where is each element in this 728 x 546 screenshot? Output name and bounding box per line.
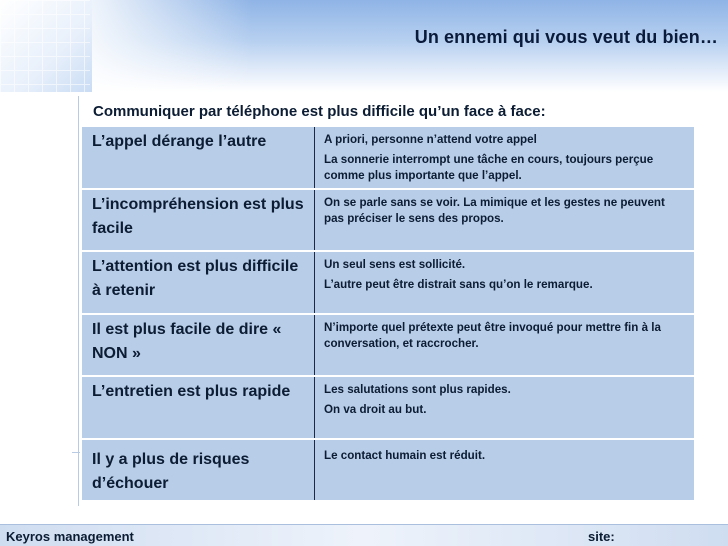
column-divider xyxy=(314,127,315,188)
table-row xyxy=(82,315,694,378)
detail-line: N’importe quel prétexte peut être invoqué pour mettre fin à la conversation, et raccrocher. xyxy=(324,320,661,350)
row-heading: L’attention est plus difficile à retenir xyxy=(92,258,299,299)
detail-line: Les salutations sont plus rapides. xyxy=(324,383,511,396)
left-vertical-rule xyxy=(78,96,79,506)
column-divider xyxy=(314,440,315,501)
row-detail xyxy=(324,132,686,188)
comparison-table xyxy=(82,127,694,502)
row-heading: Il y a plus de risques d’échouer xyxy=(92,450,250,492)
row-heading: Il est plus facile de dire « NON » xyxy=(92,320,282,362)
detail-line: La sonnerie interrompt une tâche en cours, toujours perçue comme plus importante que l’appel. xyxy=(324,153,654,182)
header-fade xyxy=(92,0,252,92)
detail-line: On va droit au but. xyxy=(324,403,427,416)
row-detail xyxy=(324,195,686,231)
column-divider xyxy=(314,315,315,376)
slide-subtitle: Communiquer par téléphone est plus difficile qu’un face à face: xyxy=(93,103,546,120)
table-row xyxy=(82,377,694,440)
row-detail xyxy=(324,320,686,356)
row-detail xyxy=(324,382,686,422)
table-row xyxy=(82,190,694,253)
row-detail xyxy=(324,448,686,468)
detail-line: Le contact humain est réduit. xyxy=(324,448,486,462)
detail-line: On se parle sans se voir. La mimique et les gestes ne peuvent pas préciser le sens des propos. xyxy=(324,195,665,225)
footer-site-label: site: xyxy=(588,529,615,544)
table-row xyxy=(82,440,694,503)
footer-bar xyxy=(0,524,728,546)
table-row xyxy=(82,252,694,315)
header-grid-decoration xyxy=(0,0,90,92)
row-heading: L’incompréhension est plus facile xyxy=(92,195,304,237)
table-row xyxy=(82,127,694,190)
detail-line: Un seul sens est sollicité. xyxy=(324,258,466,271)
column-divider xyxy=(314,190,315,251)
footer-company: Keyros management xyxy=(6,529,134,544)
detail-line: L’autre peut être distrait sans qu’on le remarque. xyxy=(324,278,593,291)
row-heading: L’appel dérange l’autre xyxy=(92,133,267,150)
row-heading: L’entretien est plus rapide xyxy=(92,383,291,400)
column-divider xyxy=(314,377,315,438)
column-divider xyxy=(314,252,315,313)
slide-title: Un ennemi qui vous veut du bien… xyxy=(414,27,718,47)
left-tick-rule xyxy=(72,452,80,453)
row-detail xyxy=(324,257,686,297)
detail-line: A priori, personne n’attend votre appel xyxy=(324,133,537,146)
